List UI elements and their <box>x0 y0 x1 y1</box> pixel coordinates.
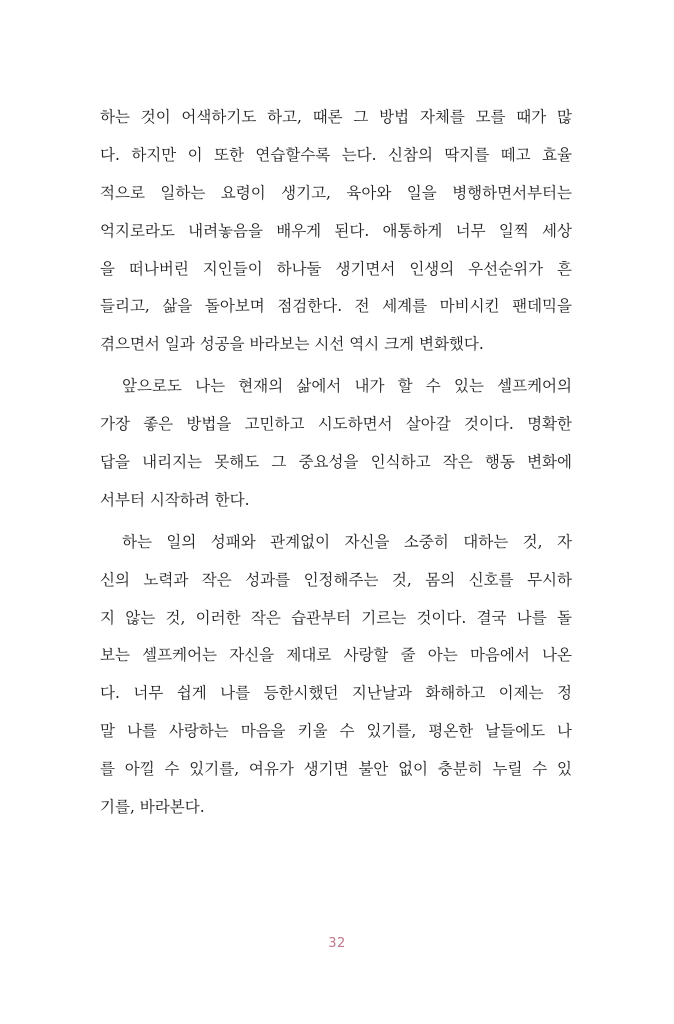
text-line: 신의 노력과 작은 성과를 인정해주는 것, 몸의 신호를 무시하 <box>100 570 572 589</box>
text-line: 하는 일의 성패와 관계없이 자신을 소중히 대하는 것, 자 <box>122 532 572 551</box>
text-line: 보는 셀프케어는 자신을 제대로 사랑할 줄 아는 마음에서 나온 <box>100 646 572 665</box>
paragraph-1 <box>100 100 572 365</box>
text-line: 말 나를 사랑하는 마음을 키울 수 있기를, 평온한 날들에도 나 <box>100 722 572 741</box>
text-line: 하는 것이 어색하기도 하고, 때론 그 방법 자체를 모를 때가 많 <box>100 108 572 126</box>
body-text <box>100 100 572 828</box>
text-line: 기를, 바라본다. <box>100 798 205 817</box>
text-line: 억지로라도 내려놓음을 배우게 된다. 애통하게 너무 일찍 세상 <box>100 221 572 240</box>
text-line: 다. 너무 쉽게 나를 등한시했던 지난날과 화해하고 이제는 정 <box>100 684 572 703</box>
text-line: 서부터 시작하려 한다. <box>100 490 250 509</box>
paragraph-2 <box>100 369 572 521</box>
text-line: 가장 좋은 방법을 고민하고 시도하면서 살아갈 것이다. 명확한 <box>100 415 572 434</box>
text-line: 적으로 일하는 요령이 생기고, 육아와 일을 병행하면서부터는 <box>100 183 572 202</box>
text-line: 겪으면서 일과 성공을 바라보는 시선 역시 크게 변화했다. <box>100 335 484 354</box>
text-line: 다. 하지만 이 또한 연습할수록 는다. 신참의 딱지를 떼고 효율 <box>100 145 572 164</box>
paragraph-3 <box>100 525 572 828</box>
text-line: 를 아낄 수 있기를, 여유가 생기면 불안 없이 충분히 누릴 수 있 <box>100 760 572 779</box>
page-number: 32 <box>328 936 346 951</box>
text-line: 지 않는 것, 이러한 작은 습관부터 기르는 것이다. 결국 나를 돌 <box>100 608 572 627</box>
text-line: 앞으로도 나는 현재의 삶에서 내가 할 수 있는 셀프케어의 <box>122 377 572 396</box>
text-line: 답을 내리지는 못해도 그 중요성을 인식하고 작은 행동 변화에 <box>100 453 572 472</box>
text-line: 들리고, 삶을 돌아보며 점검한다. 전 세계를 마비시킨 팬데믹을 <box>100 297 572 316</box>
text-line: 을 떠나버린 지인들이 하나둘 생기면서 인생의 우선순위가 흔 <box>100 259 572 278</box>
